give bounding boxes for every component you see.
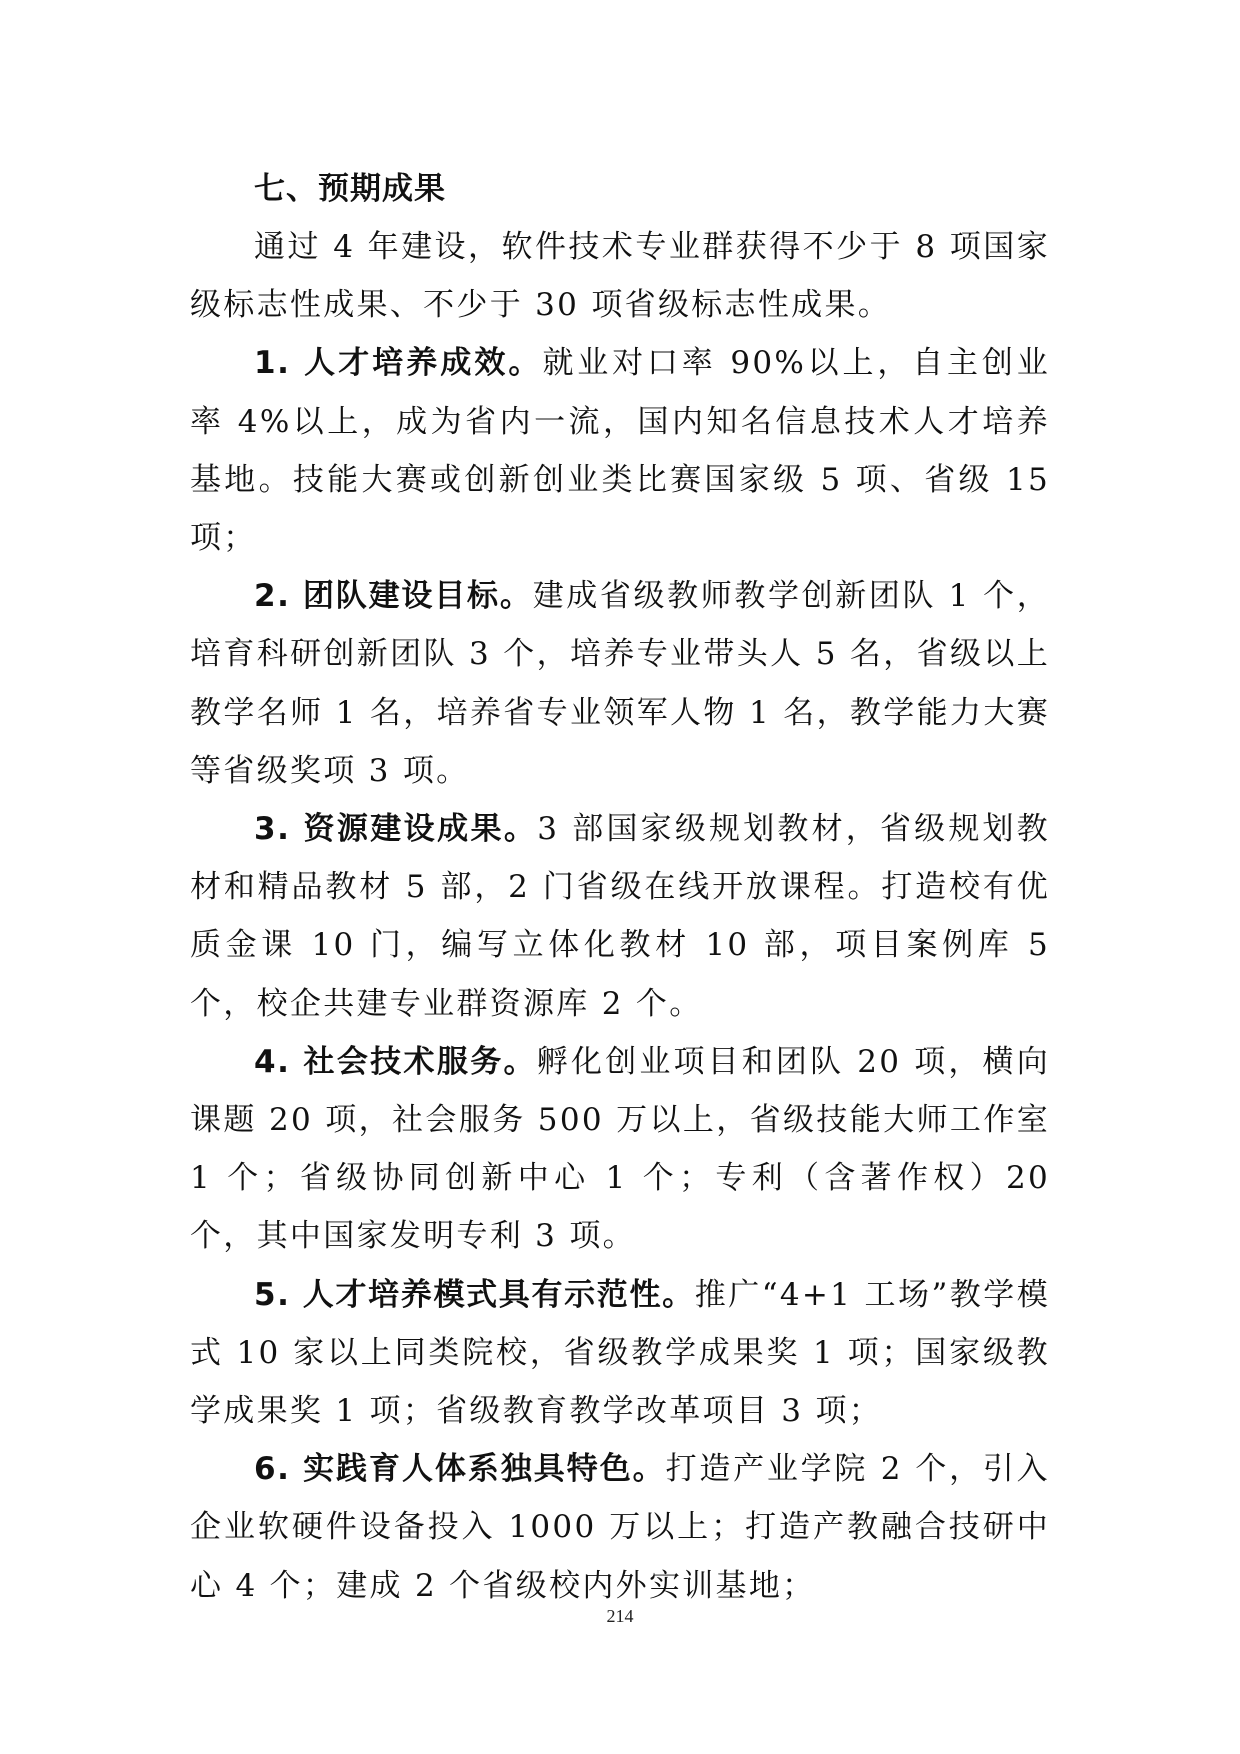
item-lead: 1. 人才培养成效。: [254, 345, 543, 382]
item-social-service: [190, 1033, 1050, 1266]
item-lead: 6. 实践育人体系独具特色。: [254, 1451, 666, 1488]
item-text: 推广“4+1 工场”教学模式 10 家以上同类院校，省级教学成果奖 1 项；国家级教学成果奖 1 项；省级教育教学改革项目 3 项；: [190, 1276, 1050, 1430]
intro-paragraph: 通过 4 年建设，软件技术专业群获得不少于 8 项国家级标志性成果、不少于 30 项省级标志性成果。: [190, 229, 1050, 324]
item-text: 就业对口率 90%以上，自主创业率 4%以上，成为省内一流，国内知名信息技术人才培养基地。技能大赛或创新创业类比赛国家级 5 项、省级 15 项；: [190, 345, 1051, 557]
item-text: 打造产业学院 2 个，引入企业软硬件设备投入 1000 万以上；打造产教融合技研中心 4 个；建成 2 个省级校内外实训基地；: [190, 1451, 1050, 1604]
section-heading: 七、预期成果: [254, 171, 446, 207]
item-talent-cultivation: [190, 334, 1050, 567]
item-lead: 3. 资源建设成果。: [254, 811, 538, 848]
item-resource-building: [190, 800, 1050, 1033]
item-lead: 5. 人才培养模式具有示范性。: [254, 1276, 695, 1313]
item-team-building: [190, 567, 1050, 800]
item-text: 建成省级教师教学创新团队 1 个，培育科研创新团队 3 个，培养专业带头人 5 名，省级以上教学名师 1 名，培养省专业领军人物 1 名，教学能力大赛等省级奖项 3 项。: [190, 578, 1050, 789]
item-lead: 2. 团队建设目标。: [254, 578, 533, 615]
item-practice-system: [190, 1440, 1050, 1615]
item-lead: 4. 社会技术服务。: [254, 1043, 537, 1080]
item-text: 3 部国家级规划教材，省级规划教材和精品教材 5 部，2 门省级在线开放课程。打造校有优质金课 10 门，编写立体化教材 10 部，项目案例库 5 个，校企共建专业群资源库 2 个。: [190, 811, 1050, 1022]
document-body: [190, 160, 1050, 1615]
page-number: 214: [606, 1606, 634, 1626]
item-text: 孵化创业项目和团队 20 项，横向课题 20 项，社会服务 500 万以上，省级技能大师工作室 1 个；省级协同创新中心 1 个；专利（含著作权）20 个，其中国家发明专利 3 项。: [190, 1043, 1050, 1255]
item-training-model: [190, 1266, 1050, 1441]
